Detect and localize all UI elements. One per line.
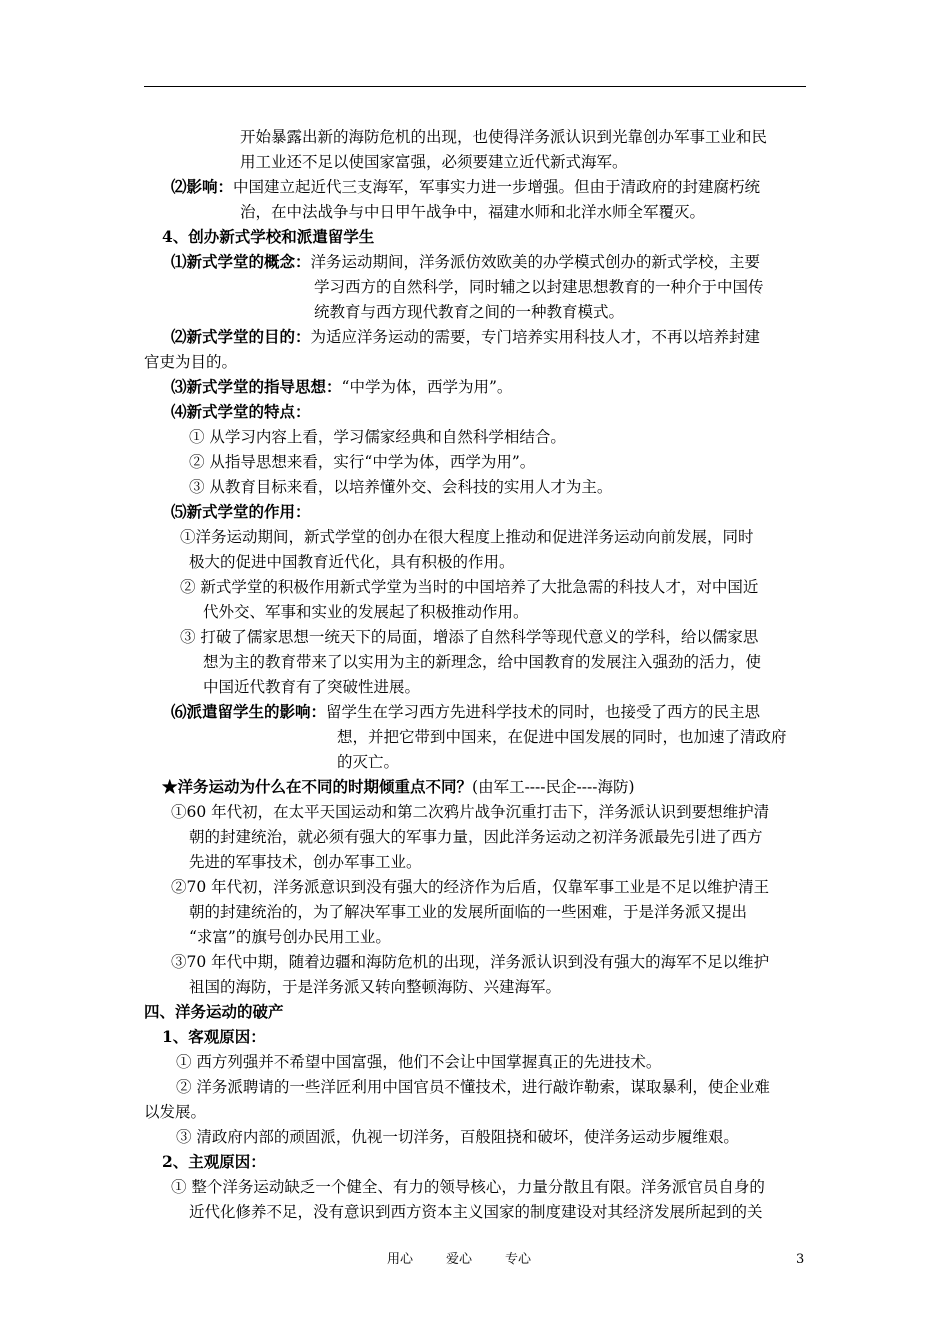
question-note: (由军工----民企----海防) — [472, 778, 635, 796]
subsection-heading: 2、主观原因： — [162, 1152, 266, 1171]
text-line: 想，并把它带到中国来，在促进中国发展的同时，也加速了清政府 — [337, 728, 787, 746]
text-line: 朝的封建统治的，为了解决军事工业的发展所面临的一些困难，于是洋务派又提出 — [189, 903, 748, 921]
header-rule — [144, 86, 806, 87]
item-text: 留学生在学习西方先进科学技术的同时，也接受了西方的民主思 — [326, 703, 761, 721]
question-heading — [162, 777, 635, 797]
list-item: ①60 年代初，在太平天国运动和第二次鸦片战争沉重打击下，洋务派认识到要想维护清 — [171, 803, 770, 821]
item-text: 为适应洋务运动的需要，专门培养实用科技人才，不再以培养封建 — [310, 328, 761, 346]
item-label: ⑷新式学堂的特点： — [171, 402, 311, 421]
text-line: 统教育与西方现代教育之间的一种教育模式。 — [314, 303, 625, 321]
text-line: 极大的促进中国教育近代化，具有积极的作用。 — [189, 553, 515, 571]
list-item: ③ 打破了儒家思想一统天下的局面，增添了自然科学等现代意义的学科，给以儒家思 — [180, 628, 759, 646]
item-text: 洋务运动期间，洋务派仿效欧美的办学模式创办的新式学校，主要 — [310, 253, 761, 271]
text-line: 治，在中法战争与中日甲午战争中，福建水师和北洋水师全军覆灭。 — [240, 203, 706, 221]
text-line: 开始暴露出新的海防危机的出现，也使得洋务派认识到光靠创办军事工业和民 — [240, 128, 768, 146]
list-item: ②70 年代初，洋务派意识到没有强大的经济作为后盾，仅靠军事工业是不足以维护清王 — [171, 878, 770, 896]
item-label: ⑸新式学堂的作用： — [171, 502, 311, 521]
list-item: ③ 从教育目标来看，以培养懂外交、会科技的实用人才为主。 — [189, 478, 613, 496]
text-line: 先进的军事技术，创办军事工业。 — [189, 853, 422, 871]
text-line: 想为主的教育带来了以实用为主的新理念，给中国教育的发展注入强劲的活力，使 — [203, 653, 762, 671]
text-line: 的灭亡。 — [337, 753, 400, 771]
text-line: 官吏为目的。 — [144, 353, 238, 371]
list-item: ② 洋务派聘请的一些洋匠利用中国官员不懂技术，进行敲诈勒索，谋取暴利，使企业难 — [176, 1078, 770, 1096]
text-line: 代外交、军事和实业的发展起了积极推动作用。 — [203, 603, 529, 621]
text-line: 以发展。 — [144, 1103, 207, 1121]
list-item: ① 西方列强并不希望中国富强，他们不会让中国掌握真正的先进技术。 — [176, 1053, 662, 1071]
item-label: ⑴新式学堂的概念： — [171, 252, 311, 271]
item-label: ⑵新式学堂的目的： — [171, 327, 311, 346]
item-text: “中学为体，西学为用”。 — [341, 378, 513, 396]
subsection-heading: 1、客观原因： — [162, 1027, 266, 1046]
list-item: ① 整个洋务运动缺乏一个健全、有力的领导核心，力量分散且有限。洋务派官员自身的 — [171, 1178, 765, 1196]
section-heading: 4、创办新式学校和派遣留学生 — [162, 227, 375, 246]
item-text: 中国建立起近代三支海军，军事实力进一步增强。但由于清政府的封建腐朽统 — [233, 178, 761, 196]
text-line: 朝的封建统治，就必须有强大的军事力量，因此洋务运动之初洋务派最先引进了西方 — [189, 828, 763, 846]
text-line: 祖国的海防，于是洋务派又转向整顿海防、兴建海军。 — [189, 978, 562, 996]
page-number: 3 — [796, 1252, 805, 1267]
list-item: ② 从指导思想来看，实行“中学为体，西学为用”。 — [189, 453, 536, 471]
text-line — [171, 702, 760, 722]
text-line — [171, 177, 760, 197]
text-line: 学习西方的自然科学，同时辅之以封建思想教育的一种介于中国传 — [314, 278, 764, 296]
list-item: ①洋务运动期间，新式学堂的创办在很大程度上推动和促进洋务运动向前发展，同时 — [180, 528, 754, 546]
item-label: ⑶新式学堂的指导思想： — [171, 377, 342, 396]
list-item: ② 新式学堂的积极作用新式学堂为当时的中国培养了大批急需的科技人才，对中国近 — [180, 578, 759, 596]
text-line: “求富”的旗号创办民用工业。 — [189, 928, 391, 946]
list-item: ① 从学习内容上看，学习儒家经典和自然科学相结合。 — [189, 428, 566, 446]
footer-word: 用心 — [387, 1252, 414, 1267]
footer-word: 爱心 — [446, 1252, 473, 1267]
item-label: ⑹派遣留学生的影响： — [171, 702, 327, 721]
text-line: 用工业还不足以使国家富强，必须要建立近代新式海军。 — [240, 153, 628, 171]
text-line: 中国近代教育有了突破性进展。 — [203, 678, 421, 696]
text-line — [171, 252, 760, 272]
question-text: ★洋务运动为什么在不同的时期倾重点不同？ — [162, 777, 473, 796]
item-label: ⑵影响： — [171, 177, 234, 196]
text-line: 近代化修养不足，没有意识到西方资本主义国家的制度建设对其经济发展所起到的关 — [189, 1203, 763, 1221]
list-item: ③ 清政府内部的顽固派，仇视一切洋务，百般阻挠和破坏，使洋务运动步履维艰。 — [176, 1128, 739, 1146]
list-item: ③70 年代中期，随着边疆和海防危机的出现，洋务派认识到没有强大的海军不足以维护 — [171, 953, 770, 971]
text-line — [171, 327, 760, 347]
text-line — [171, 377, 512, 397]
footer-word: 专心 — [505, 1252, 532, 1267]
section-heading: 四、洋务运动的破产 — [144, 1002, 284, 1021]
